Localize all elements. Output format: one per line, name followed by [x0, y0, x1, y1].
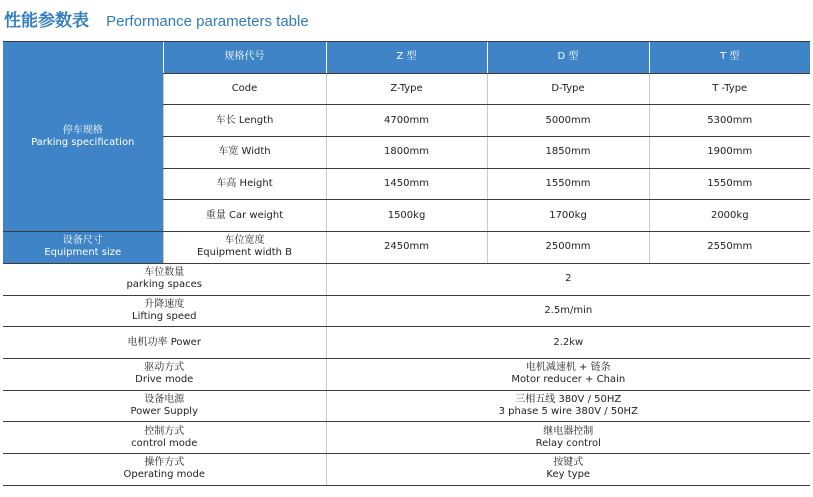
cell-z: 1800mm	[326, 137, 487, 169]
cell-t: 2000kg	[649, 200, 810, 232]
spec-label: 操作方式 Operating mode	[3, 453, 326, 485]
table-row-drive-mode	[3, 358, 810, 390]
table-row-bay-width	[3, 232, 810, 264]
cell-t: 2550mm	[649, 232, 810, 264]
table-row-header	[3, 42, 810, 74]
cell-t: 1550mm	[649, 168, 810, 200]
page-title	[4, 6, 309, 30]
cell-d: 5000mm	[487, 105, 649, 137]
row-label: 重量 Car weight	[163, 200, 326, 232]
spec-label: 车位数量 parking spaces	[3, 263, 326, 295]
table-row-parking-spaces	[3, 263, 810, 295]
cell-z: 4700mm	[326, 105, 487, 137]
table-row-control-mode	[3, 422, 810, 454]
cell-z: 1450mm	[326, 168, 487, 200]
spec-label: 电机功率 Power	[3, 327, 326, 359]
title-chinese: 性能参数表	[4, 11, 89, 31]
spec-label: 设备电源 Power Supply	[3, 390, 326, 422]
cell-d: 1550mm	[487, 168, 649, 200]
header-z-type: Z 型	[326, 42, 487, 74]
row-label: 车长 Length	[163, 105, 326, 137]
header-spec-code: 规格代号	[163, 42, 326, 74]
spec-label: 控制方式 control mode	[3, 422, 326, 454]
header-d-type: D 型	[487, 42, 649, 74]
spec-value: 2.5m/min	[326, 295, 810, 327]
cell-d: 1850mm	[487, 137, 649, 169]
row-label: 车宽 Width	[163, 137, 326, 169]
cell-d: D-Type	[487, 73, 649, 105]
table-row-operating-mode	[3, 453, 810, 485]
cell-t: T -Type	[649, 73, 810, 105]
table-row-power	[3, 327, 810, 359]
spec-value: 按键式 Key type	[326, 453, 810, 485]
spec-value: 2	[326, 263, 810, 295]
cell-t: 5300mm	[649, 105, 810, 137]
group-equipment-size: 设备尺寸 Equipment size	[3, 232, 163, 264]
spec-label: 升降速度 Lifting speed	[3, 295, 326, 327]
spec-value: 继电器控制 Relay control	[326, 422, 810, 454]
spec-label: 驱动方式 Drive mode	[3, 358, 326, 390]
spec-value: 三相五线 380V / 50HZ 3 phase 5 wire 380V / 50HZ	[326, 390, 810, 422]
row-label: 车位宽度 Equipment width B	[163, 232, 326, 264]
row-label: 车高 Height	[163, 168, 326, 200]
cell-z: 2450mm	[326, 232, 487, 264]
row-label: Code	[163, 73, 326, 105]
cell-d: 1700kg	[487, 200, 649, 232]
spec-value: 2.2kw	[326, 327, 810, 359]
table-row-power-supply	[3, 390, 810, 422]
cell-d: 2500mm	[487, 232, 649, 264]
header-t-type: T 型	[649, 42, 810, 74]
table-row-lifting-speed	[3, 295, 810, 327]
title-english: Performance parameters table	[106, 13, 309, 30]
cell-z: Z-Type	[326, 73, 487, 105]
group-parking-specification: 停车规格 Parking specification	[3, 42, 163, 232]
spec-value: 电机减速机 + 链条 Motor reducer + Chain	[326, 358, 810, 390]
cell-t: 1900mm	[649, 137, 810, 169]
cell-z: 1500kg	[326, 200, 487, 232]
performance-table	[3, 41, 810, 486]
